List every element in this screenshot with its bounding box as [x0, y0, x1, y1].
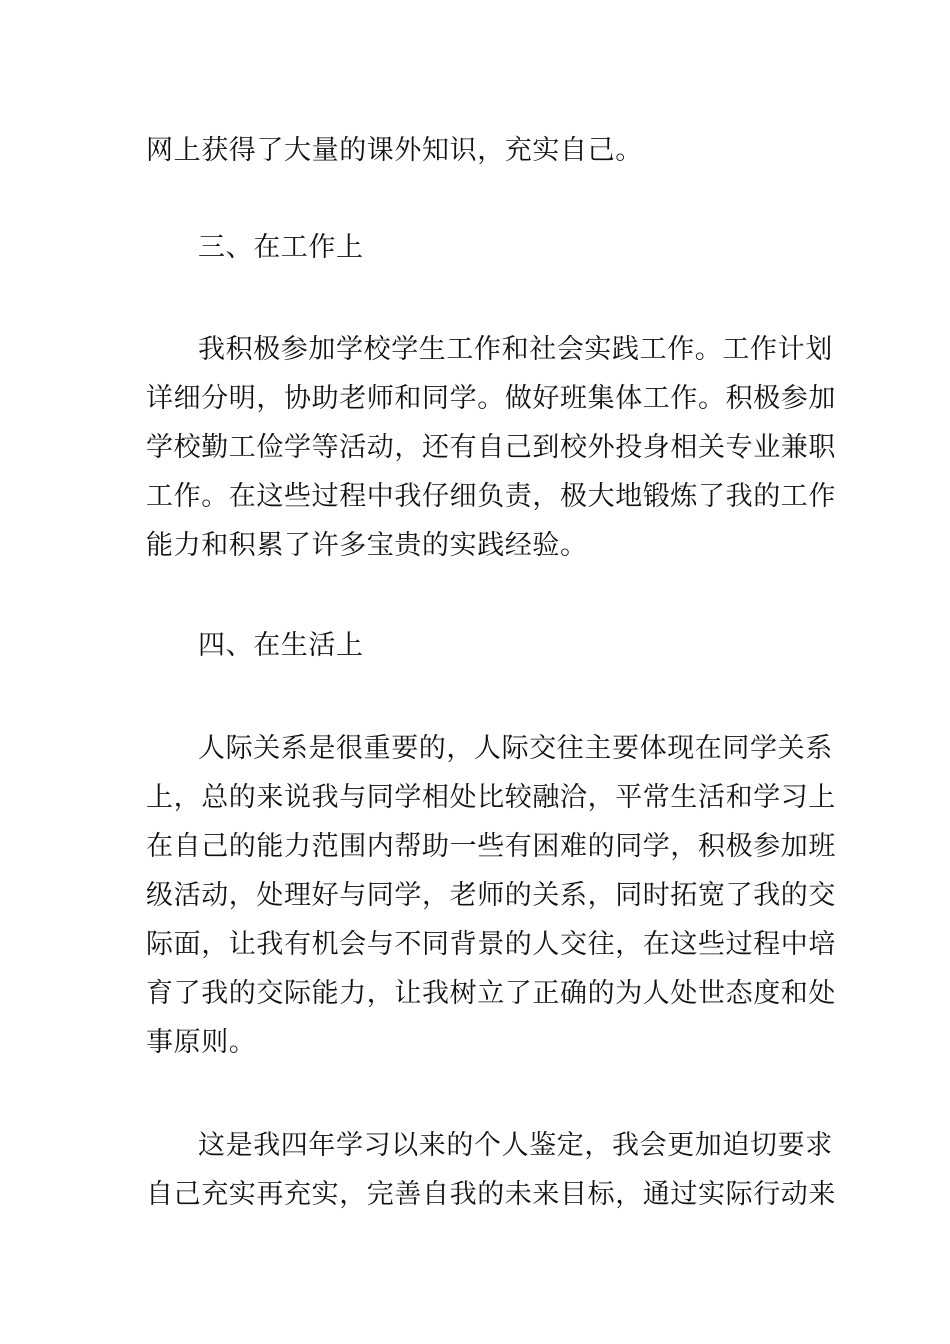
paragraph-line: 学校勤工俭学等活动，还有自己到校外投身相关专业兼职 — [146, 432, 836, 463]
paragraph-line: 详细分明，协助老师和同学。做好班集体工作。积极参加 — [146, 383, 836, 414]
paragraph-line: 自己充实再充实，完善自我的未来目标，通过实际行动来 — [146, 1179, 836, 1210]
paragraph-line: 网上获得了大量的课外知识，充实自己。 — [146, 135, 643, 166]
paragraph-line: 际面，让我有机会与不同背景的人交往，在这些过程中培 — [146, 929, 836, 960]
paragraph-line: 在自己的能力范围内帮助一些有困难的同学，积极参加班 — [146, 831, 836, 862]
paragraph-line: 上，总的来说我与同学相处比较融洽，平常生活和学习上 — [146, 782, 836, 813]
paragraph-line: 级活动，处理好与同学，老师的关系，同时拓宽了我的交 — [146, 880, 836, 911]
paragraph-line: 这是我四年学习以来的个人鉴定，我会更加迫切要求 — [198, 1130, 833, 1161]
paragraph-line: 事原则。 — [146, 1027, 257, 1058]
paragraph-line: 工作。在这些过程中我仔细负责，极大地锻炼了我的工作 — [146, 481, 836, 512]
paragraph-line: 人际关系是很重要的，人际交往主要体现在同学关系 — [198, 733, 833, 764]
paragraph-line: 能力和积累了许多宝贵的实践经验。 — [146, 530, 588, 561]
paragraph-line: 育了我的交际能力，让我树立了正确的为人处世态度和处 — [146, 978, 836, 1009]
paragraph-line: 我积极参加学校学生工作和社会实践工作。工作计划 — [198, 334, 833, 365]
section-heading-work: 三、在工作上 — [198, 232, 364, 263]
section-heading-life: 四、在生活上 — [198, 630, 364, 661]
